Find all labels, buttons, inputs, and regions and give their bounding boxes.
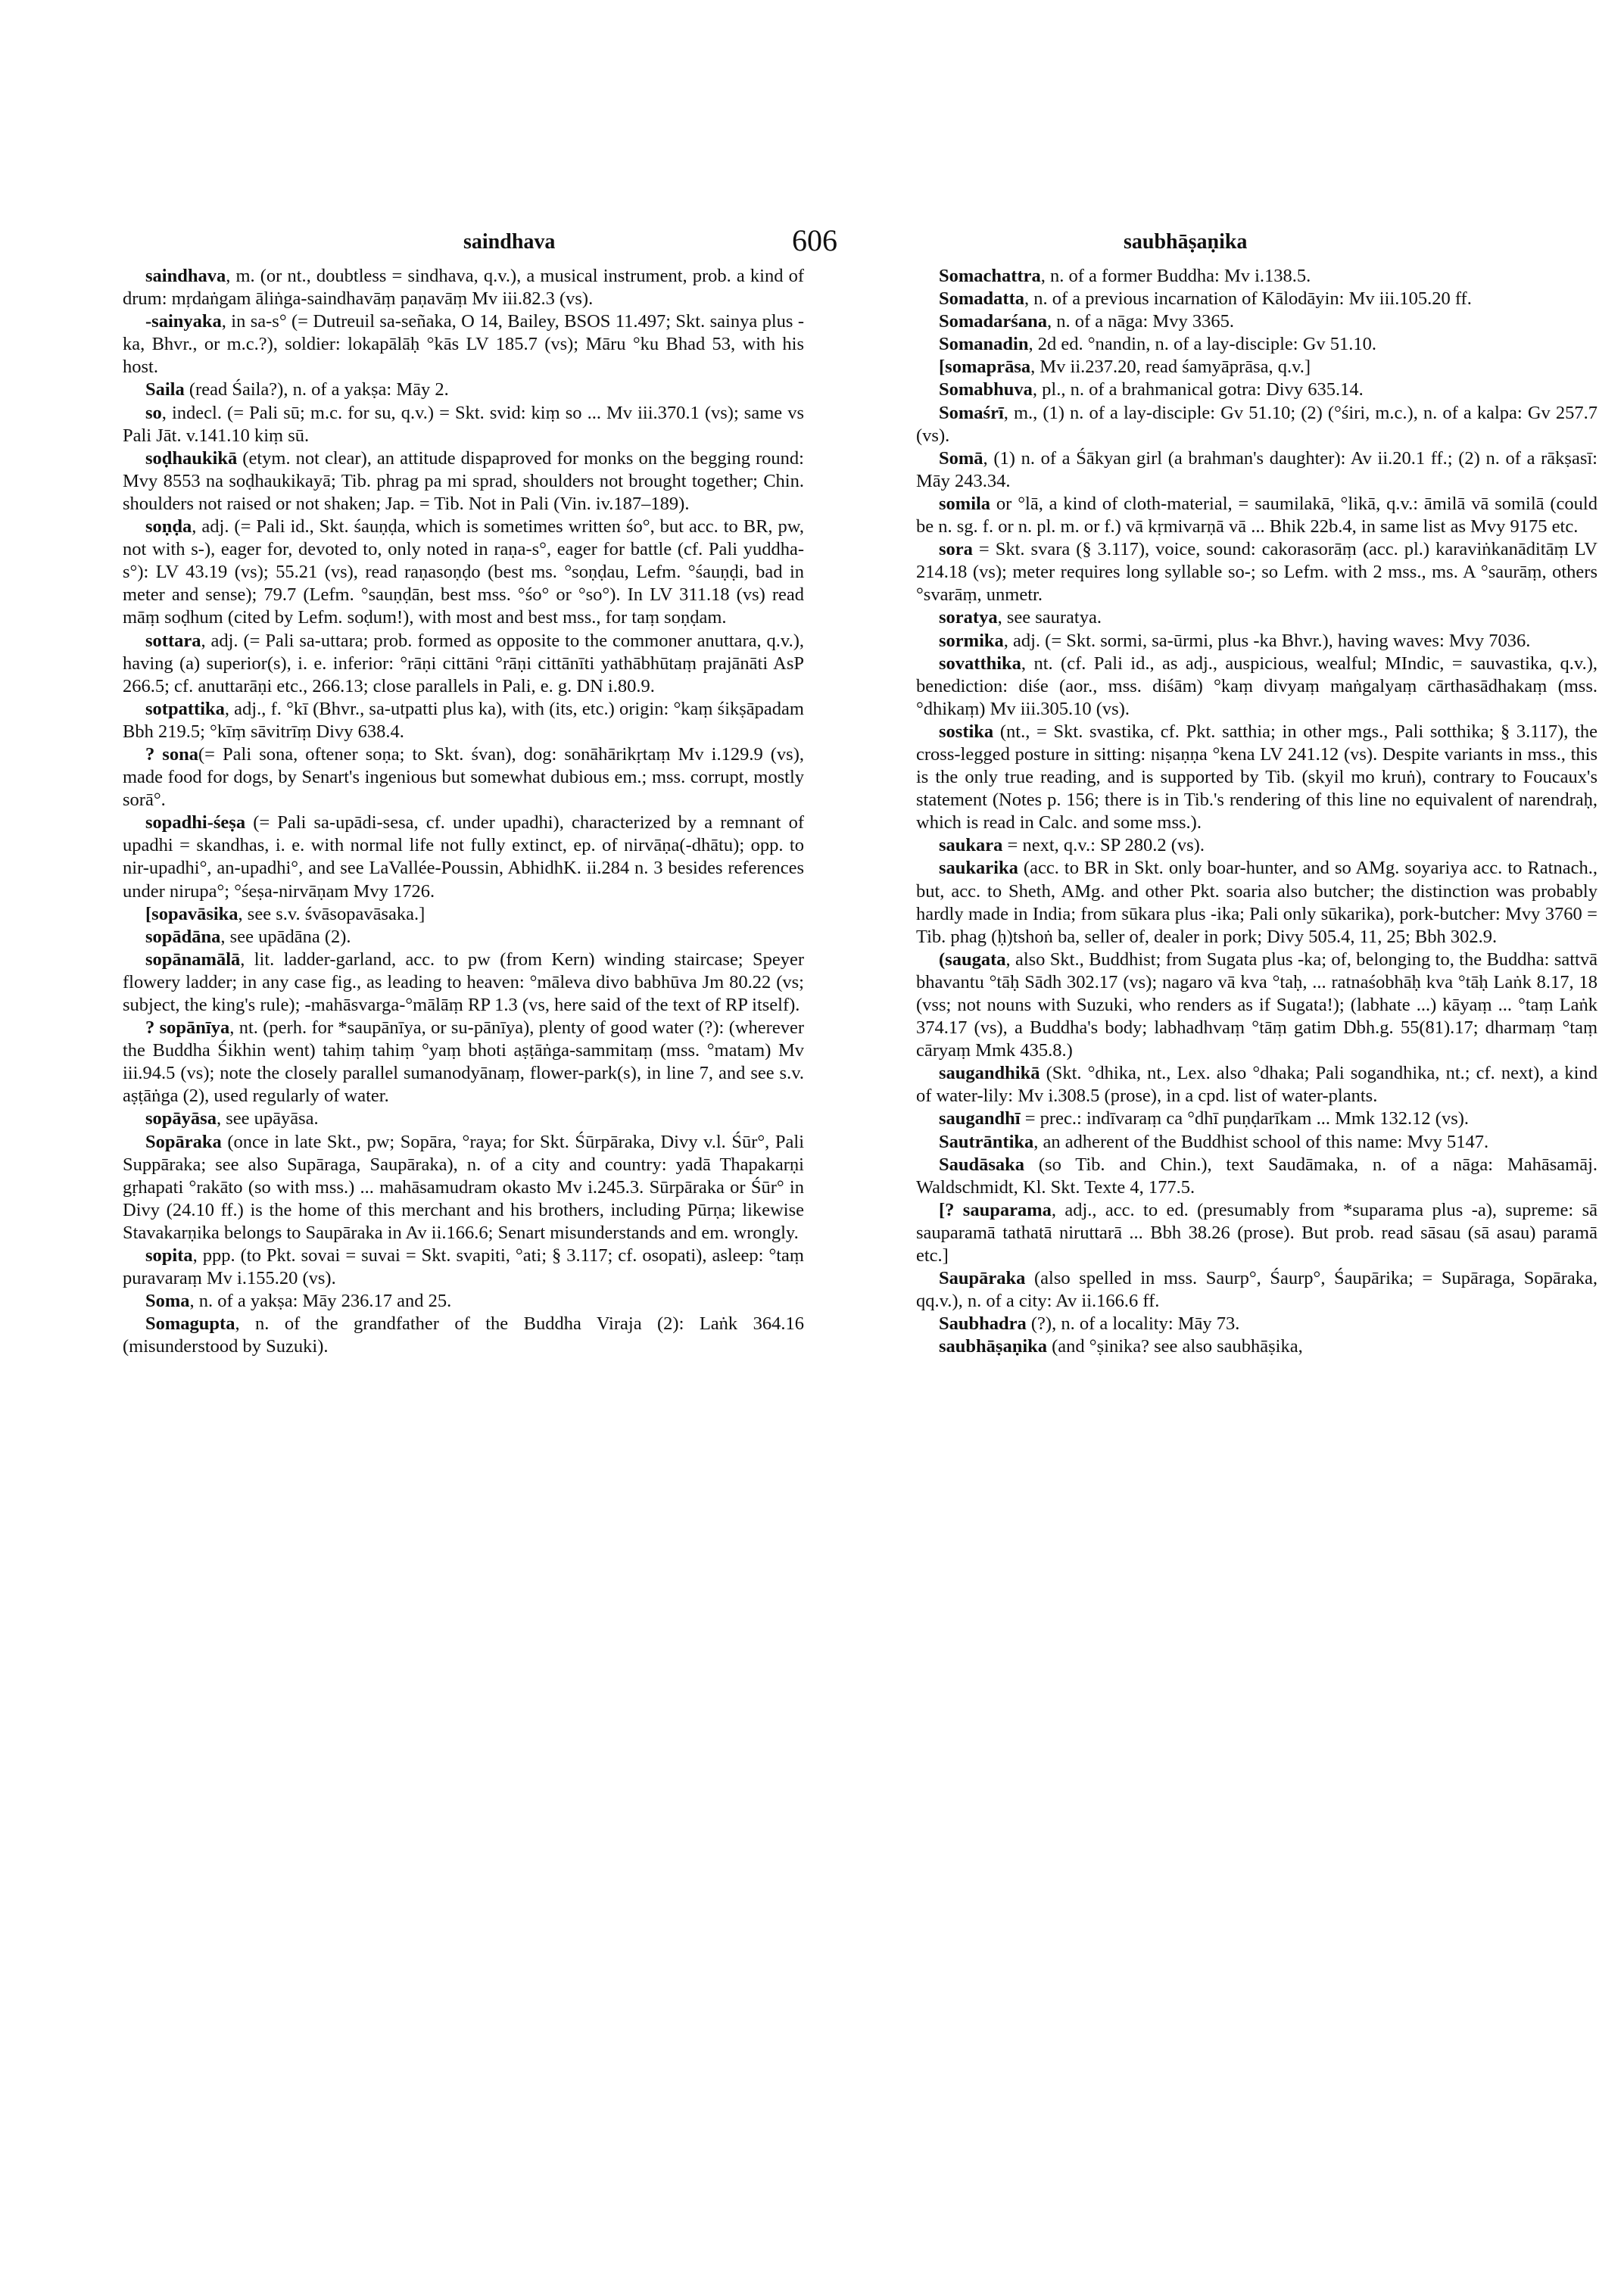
dictionary-entry	[916, 857, 1598, 948]
entry-headword: so	[145, 402, 162, 423]
dictionary-entry	[916, 630, 1598, 653]
entry-headword: sopādāna	[145, 926, 221, 947]
dictionary-entry	[916, 538, 1598, 606]
dictionary-entry	[123, 903, 804, 926]
entry-headword: somila	[939, 493, 991, 514]
entry-definition: , an adherent of the Buddhist school of this name: Mvy 5147.	[1033, 1131, 1489, 1152]
dictionary-entry	[916, 1313, 1598, 1335]
dictionary-entry	[916, 1108, 1598, 1130]
dictionary-entry	[916, 653, 1598, 721]
entry-headword: sormika	[939, 630, 1004, 651]
entry-headword: ? sona	[145, 743, 198, 765]
entry-definition: , see upādāna (2).	[220, 926, 351, 947]
entry-headword: sotpattika	[145, 698, 225, 719]
entry-definition: , in sa-s° (= Dutreuil sa-señaka, O 14, Bailey, BSOS 11.497; Skt. sainya plus -ka, Bhvr., or m.c.?), soldier: lokapālāḥ °kās LV 185.7 (vs); Māru °ku Bhad 53, with his host.	[123, 311, 804, 378]
dictionary-entry	[123, 743, 804, 812]
entry-definition: , ppp. (to Pkt. sovai = suvai = Skt. svapiti, °ati; § 3.117; cf. osopati), asleep: °taṃ puravaraṃ Mv i.155.20 (vs).	[123, 1245, 804, 1289]
entry-definition: , n. of a previous incarnation of Kālodāyin: Mv iii.105.20 ff.	[1024, 288, 1472, 310]
entry-headword: Somagupta	[145, 1313, 235, 1335]
entry-headword: Somaśrī	[939, 402, 1004, 423]
entry-definition: , n. of a former Buddha: Mv i.138.5.	[1040, 266, 1311, 286]
right-guide-word: saubhāṣaṇika	[1124, 230, 1248, 254]
entry-definition: , nt. (perh. for *saupānīya, or su-pānīya), plenty of good water (?): (wherever the Buddha Śikhin went) tahiṃ tahiṃ °yaṃ bhoti aṣṭāṅga-sammitaṃ (mss. °matam) Mv iii.94.5 (vs); note the closely parallel sumanodyānaṃ, flower-park(s), in line 7, and see s.v. aṣṭāṅga (2), used regularly of water.	[123, 1017, 804, 1107]
dictionary-entry	[123, 630, 804, 698]
dictionary-entry	[916, 265, 1598, 288]
dictionary-entry	[916, 447, 1598, 493]
entry-definition: or °lā, a kind of cloth-material, = saumilakā, °likā, q.v.: āmilā vā somilā (could be n. sg. f. or n. pl. m. or f.) vā kṛmivarṇā vā ... Bhik 22b.4, in same list as Mvy 9175 etc.	[916, 493, 1598, 537]
entry-definition: (= Pali sona, oftener soṇa; to Skt. śvan), dog: sonāhārikṛtaṃ Mv i.129.9 (vs), made food for dogs, by Senart's ingenious but somewhat dubious em.; mss. corrupt, mostly sorā°.	[123, 743, 804, 811]
dictionary-entry	[123, 402, 804, 447]
entry-definition: , n. of a yakṣa: Māy 236.17 and 25.	[189, 1291, 452, 1312]
entry-definition: (read Śaila?), n. of a yakṣa: Māy 2.	[184, 379, 449, 400]
dictionary-entry	[123, 516, 804, 629]
dictionary-entry	[123, 1245, 804, 1290]
dictionary-entry	[123, 1313, 804, 1358]
entry-definition: (acc. to BR in Skt. only boar-hunter, and so AMg. soyariya acc. to Ratnach., but, acc. to Sheth, AMg. and other Pkt. soaria also butcher; the distinction was probably hardly made in India; from sūkara plus -ika; Pali only sūkarika), pork-butcher: Mvy 3760 = Tib. phag (ḥ)tshoṅ ba, seller of, dealer in pork; Divy 505.4, 11, 25; Bbh 302.9.	[916, 858, 1598, 947]
entry-definition: , pl., n. of a brahmanical gotra: Divy 635.14.	[1032, 379, 1364, 400]
entry-headword: Somanadin	[939, 334, 1029, 355]
entry-definition: (once in late Skt., pw; Sopāra, °raya; for Skt. Śūrpāraka, Divy v.l. Śūr°, Pali Suppāraka; see also Supāraga, Saupāraka), n. of a city and country: yadā Thapakarṇi gṛhapati °rakāto (so with mss.) ... mahāsamudram okasto Mv i.245.3. Sūrpāraka or Śūr° in Divy (24.10 ff.) is the home of this merchant and his brothers, including Pūrṇa; likewise Stavakarṇika belongs to Saupāraka in Av ii.166.6; Senart misunderstands and em. wrongly.	[123, 1131, 804, 1243]
entry-headword: Somachattra	[939, 266, 1041, 286]
entry-headword: ? sopānīya	[145, 1017, 230, 1039]
entry-definition: , Mv ii.237.20, read śamyāprāsa, q.v.]	[1030, 357, 1311, 378]
entry-headword: soḍhaukikā	[145, 447, 238, 469]
entry-headword: Saila	[145, 379, 185, 400]
entry-definition: (Skt. °dhika, nt., Lex. also °dhaka; Pali sogandhika, nt.; cf. next), a kind of water-lily: Mv i.308.5 (prose), in a cpd. list of water-plants.	[916, 1063, 1598, 1107]
dictionary-entry	[123, 310, 804, 379]
right-column	[916, 265, 1598, 1359]
dictionary-entry	[916, 1154, 1598, 1199]
dictionary-entry	[916, 288, 1598, 310]
entry-headword: saukara	[939, 835, 1003, 856]
dictionary-entry	[916, 493, 1598, 538]
left-column	[123, 265, 804, 1359]
entry-definition: = next, q.v.: SP 280.2 (vs).	[1002, 835, 1205, 856]
entry-headword: Saupāraka	[939, 1268, 1026, 1289]
dictionary-entry	[123, 1290, 804, 1313]
dictionary-entry	[123, 1108, 804, 1130]
dictionary-entry	[123, 949, 804, 1017]
entry-definition: , see s.v. śvāsopavāsaka.]	[238, 903, 425, 924]
entry-definition: , also Skt., Buddhist; from Sugata plus -ka; of, belonging to, the Buddha: sattvā bhavantu °tāḥ Sādh 302.17 (vs); nagaro vā kva °taḥ, ... ratnaśobhāḥ kva °tāḥ Laṅk 8.17, 18 (vss; not nouns with Suzuki, who renders as if Sugata!); (labhate ...) kāyaṃ ... °taṃ Laṅk 374.17 (vs), a Buddha's body; labhadhvaṃ °tāṃ gatim Dbh.g. 55(81).17; dharmaṃ °taṃ cāryaṃ Mmk 435.8.)	[916, 949, 1598, 1061]
entry-headword: soratya	[939, 607, 998, 628]
dictionary-entry	[123, 926, 804, 949]
entry-headword: sopānamālā	[145, 949, 241, 970]
dictionary-entry	[916, 1062, 1598, 1108]
dictionary-entry	[123, 1017, 804, 1108]
entry-definition: , (1) n. of a Śākyan girl (a brahman's daughter): Av ii.20.1 ff.; (2) n. of a rākṣasī: Māy 243.34.	[916, 447, 1598, 491]
entry-headword: saindhava	[145, 266, 226, 286]
entry-headword: (saugata	[939, 949, 1006, 970]
entry-headword: Somā	[939, 447, 983, 469]
dictionary-entry	[916, 721, 1598, 834]
entry-definition: , adj., acc. to ed. (presumably from *suparama plus -a), supreme: sā sauparamā tathatā niruttarā ... Bbh 38.26 (prose). But prob. read sāsau (sā asau) paramā etc.]	[916, 1199, 1598, 1266]
entry-definition: (so Tib. and Chin.), text Saudāmaka, n. of a nāga: Mahāsamāj. Waldschmidt, Kl. Skt. Texte 4, 177.5.	[916, 1154, 1598, 1198]
dictionary-entry	[916, 402, 1598, 447]
entry-definition: , m. (or nt., doubtless = sindhava, q.v.), a musical instrument, prob. a kind of drum: mṛdaṅgam āliṅga-saindhavāṃ paṇavāṃ Mv iii.82.3 (vs).	[123, 266, 804, 310]
dictionary-entry	[123, 265, 804, 310]
entry-definition: (also spelled in mss. Saurp°, Śaurp°, Śaupārika; = Supāraga, Sopāraka, qq.v.), n. of a city: Av ii.166.6 ff.	[916, 1268, 1598, 1312]
entry-definition: = Skt. svara (§ 3.117), voice, sound: cakorasorāṃ (acc. pl.) karaviṅkanāditāṃ LV 214.18 (vs); meter requires long syllable so-; so Lefm. with 2 mss., ms. A °saurāṃ, others °svarāṃ, unmetr.	[916, 539, 1598, 606]
entry-headword: [? sauparama	[939, 1199, 1052, 1220]
entry-headword: sovatthika	[939, 653, 1021, 674]
dictionary-entry	[123, 698, 804, 743]
entry-definition: , adj., f. °kī (Bhvr., sa-utpatti plus ka), with (its, etc.) origin: °kaṃ śikṣāpadam Bbh 219.5; °kīṃ sāvitrīṃ Divy 638.4.	[123, 698, 804, 742]
dictionary-entry	[123, 812, 804, 902]
dictionary-entry	[916, 606, 1598, 629]
entry-headword: -sainyaka	[145, 311, 222, 332]
dictionary-entry	[123, 1131, 804, 1245]
entry-definition: (nt., = Skt. svastika, cf. Pkt. satthia; in other mgs., Pali sotthika; § 3.117), the cross-legged posture in sitting: niṣaṇṇa °kena LV 241.12 (vs). Despite variants in mss., this is the only true reading, and is supported by Tib. (skyil mo kruṅ), contrary to Foucaux's statement (Notes p. 156; there is in Tib.'s rendering of this line no equivalent of narendraḥ, which is read in Calc. and some mss.).	[916, 721, 1598, 833]
entry-definition: , nt. (cf. Pali id., as adj., auspicious, wealful; MIndic, = sauvastika, q.v.), benediction: diśe (aor., mss. diśām) °kaṃ divyaṃ maṅgalyaṃ cārthasādhakaṃ (mss. °dhikaṃ) Mv iii.305.10 (vs).	[916, 653, 1598, 719]
dictionary-entry	[123, 379, 804, 401]
entry-definition: , adj. (= Skt. sormi, sa-ūrmi, plus -ka Bhvr.), having waves: Mvy 7036.	[1003, 630, 1531, 651]
entry-definition: , see sauratya.	[997, 607, 1102, 628]
entry-headword: saukarika	[939, 858, 1018, 879]
dictionary-entry	[916, 379, 1598, 401]
entry-headword: sostika	[939, 721, 994, 742]
entry-headword: saugandhī	[939, 1108, 1021, 1129]
dictionary-entry	[916, 1131, 1598, 1154]
entry-definition: (etym. not clear), an attitude dispaproved for monks on the begging round: Mvy 8553 na soḍhaukikayā; Tib. phrag pa mi sprad, shoulders not brought together; Chin. shoulders not raised or not shaken; Jap. = Tib. Not in Pali (Vin. iv.187–189).	[123, 447, 804, 514]
dictionary-entry	[916, 1335, 1598, 1358]
entry-headword: soṇḍa	[145, 516, 192, 537]
entry-definition: , m., (1) n. of a lay-disciple: Gv 51.10; (2) (°śiri, m.c.), n. of a kalpa: Gv 257.7 (vs).	[916, 402, 1598, 446]
page-number: 606	[792, 223, 837, 257]
entry-definition: , indecl. (= Pali sū; m.c. for su, q.v.) = Skt. svid: kiṃ so ... Mv iii.370.1 (vs); same vs Pali Jāt. v.141.10 kiṃ sū.	[123, 402, 804, 446]
dictionary-entry	[916, 949, 1598, 1062]
entry-definition: , lit. ladder-garland, acc. to pw (from Kern) winding staircase; Speyer flowery ladder; in any case fig., as leading to heaven: °māleva divo babhūva Jm 80.22 (vs; subject, the king's rule); -mahāsvarga-°mālāṃ RP 1.3 (vs, here said of the text of RP itself).	[123, 949, 804, 1015]
dictionary-entry	[916, 333, 1598, 356]
entry-headword: saugandhikā	[939, 1063, 1040, 1084]
entry-definition: , adj. (= Pali sa-uttara; prob. formed as opposite to the commoner anuttara, q.v.), having (a) superior(s), i. e. inferior: °rāṇi cittāni °rāṇi cittānīti yathābhūtaṃ prajānāti AsP 266.5; cf. anuttarāṇi etc., 266.13; close parallels in Pali, e. g. DN i.80.9.	[123, 630, 804, 696]
dictionary-entry	[916, 310, 1598, 333]
entry-definition: , adj. (= Pali id., Skt. śauṇḍa, which is sometimes written śo°, but acc. to BR, pw, not with s-), eager for, devoted to, only noted in raṇa-s°, eager for battle (cf. Pali yuddha-s°): LV 43.19 (vs); 55.21 (vs), read raṇasoṇḍo (best ms. °soṇḍau, Lefm. °śauṇḍi, bad in meter and sense); 79.7 (Lefm. °sauṇḍān, best mss. °śo° or °so°). In LV 311.18 (vs) read māṃ soḍhum (cited by Lefm. soḍum!), with most and best mss., for taṃ soṇḍam.	[123, 516, 804, 628]
left-guide-word: saindhava	[463, 230, 556, 254]
entry-definition: , n. of a nāga: Mvy 3365.	[1046, 311, 1234, 332]
entry-headword: Somadarśana	[939, 311, 1047, 332]
dictionary-entry	[916, 1267, 1598, 1313]
entry-definition: , see upāyāsa.	[216, 1108, 319, 1129]
entry-headword: Somadatta	[939, 288, 1024, 310]
entry-definition: (and °ṣinika? see also saubhāṣika,	[1047, 1336, 1303, 1357]
entry-headword: [sopavāsika	[145, 903, 238, 924]
entry-definition: (= Pali sa-upādi-sesa, cf. under upadhi), characterized by a remnant of upadhi = skandhas, i. e. with normal life not fully extinct, ep. of nirvāṇa(-dhātu); opp. to nir-upadhi°, an-upadhi°, and see LaVallée-Poussin, AbhidhK. ii.284 n. 3 besides references under nirupa°; °śeṣa-nirvāṇam Mvy 1726.	[123, 812, 804, 902]
entry-headword: Saudāsaka	[939, 1154, 1025, 1175]
entry-headword: Somabhuva	[939, 379, 1033, 400]
entry-headword: saubhāṣaṇika	[939, 1336, 1048, 1357]
entry-definition: , 2d ed. °nandin, n. of a lay-disciple: Gv 51.10.	[1028, 334, 1377, 355]
entry-headword: sopāyāsa	[145, 1108, 217, 1129]
entry-headword: [somaprāsa	[939, 357, 1031, 378]
entry-headword: sopita	[145, 1245, 193, 1266]
entry-headword: Saubhadra	[939, 1313, 1027, 1335]
dictionary-entry	[916, 1199, 1598, 1267]
entry-headword: sopadhi-śeṣa	[145, 812, 246, 833]
entry-definition: (?), n. of a locality: Māy 73.	[1026, 1313, 1240, 1335]
entry-definition: = prec.: indīvaraṃ ca °dhī puṇḍarīkam ... Mmk 132.12 (vs).	[1020, 1108, 1470, 1129]
dictionary-entry	[916, 356, 1598, 379]
entry-headword: Sautrāntika	[939, 1131, 1034, 1152]
dictionary-entry	[916, 834, 1598, 857]
entry-headword: sottara	[145, 630, 201, 651]
entry-definition: , n. of the grandfather of the Buddha Viraja (2): Laṅk 364.16 (misunderstood by Suzuki).	[123, 1313, 804, 1357]
entry-headword: Sopāraka	[145, 1131, 222, 1152]
dictionary-entry	[123, 447, 804, 516]
entry-headword: sora	[939, 539, 973, 560]
entry-headword: Soma	[145, 1291, 190, 1312]
